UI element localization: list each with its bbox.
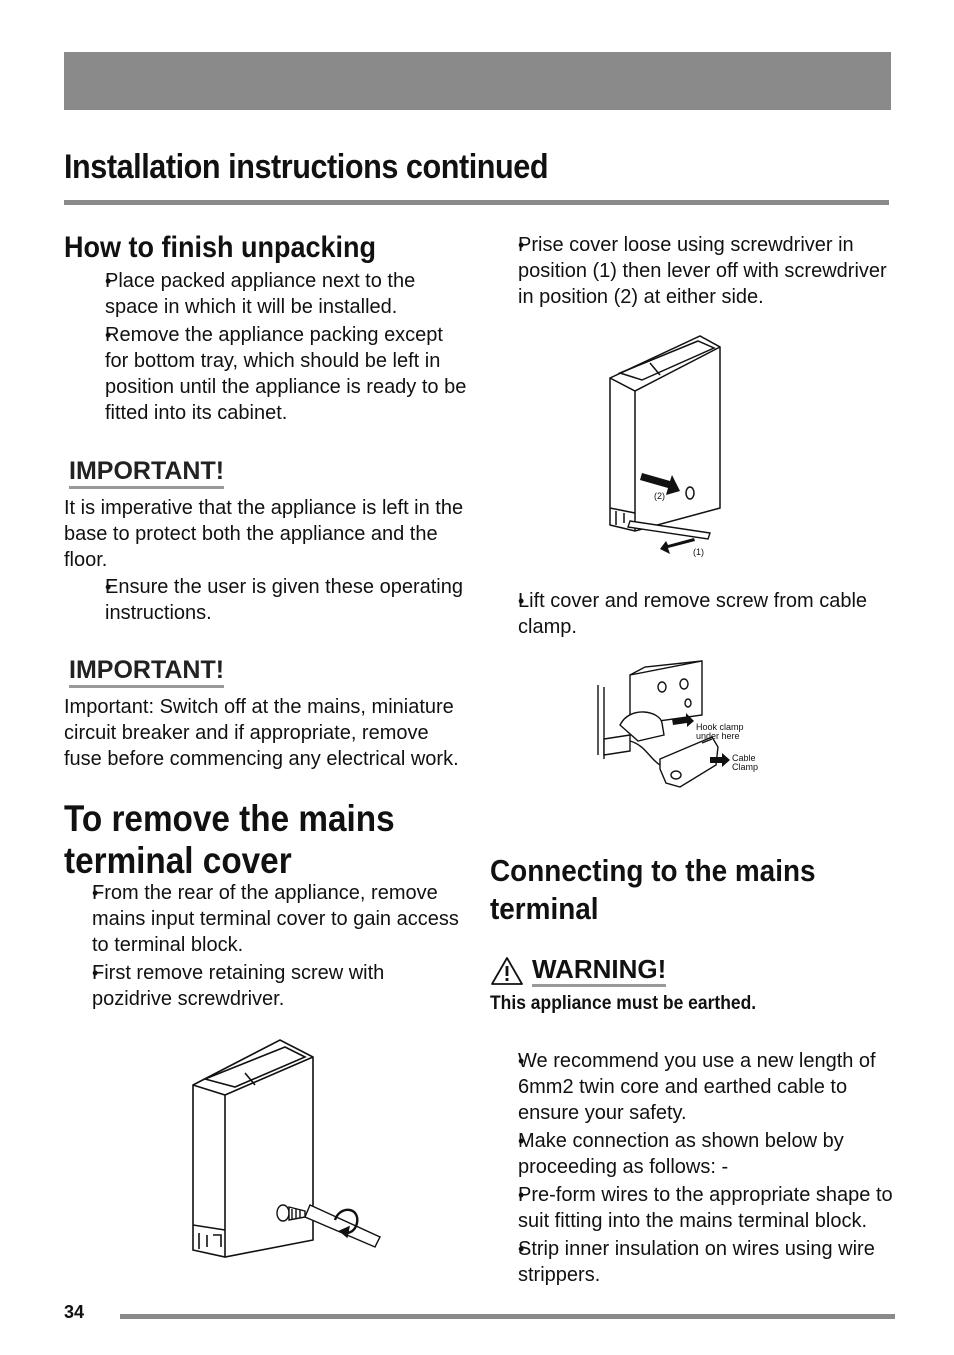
connecting-section [490, 852, 895, 928]
important-block-2 [64, 655, 469, 772]
prise-section [490, 232, 895, 310]
cable-clamp-label-1: Cable [732, 753, 756, 763]
list-item: • Remove the appliance packing except for bottom tray, which should be left in position until the appliance is ready to be fitted into its cabinet. [64, 322, 469, 426]
title-divider [64, 200, 889, 205]
hook-clamp-label-1: Hook clamp [696, 722, 744, 732]
important-label: IMPORTANT! [69, 655, 224, 688]
prise-cover-illustration [600, 333, 730, 563]
list-item: • Pre-form wires to the appropriate shape to suit fitting into the mains terminal block. [490, 1182, 895, 1234]
connecting-heading: Connecting to the mains terminal [490, 853, 816, 926]
lift-list [490, 588, 895, 640]
list-item: • First remove retaining screw with pozidrive screwdriver. [64, 960, 469, 1012]
important-block-1 [64, 456, 469, 573]
cable-clamp-label-2: Clamp [732, 762, 759, 772]
list-item: • Lift cover and remove screw from cable clamp. [490, 588, 895, 640]
warning-text: This appliance must be earthed. [490, 993, 757, 1014]
list-item: • Strip inner insulation on wires using wire strippers. [490, 1236, 895, 1288]
important-text: Important: Switch off at the mains, miniature circuit breaker and if appropriate, remove fuse before commencing any electrical work. [64, 696, 459, 770]
cable-clamp-illustration [590, 655, 770, 795]
warning-label: WARNING! [532, 954, 666, 987]
important-label: IMPORTANT! [69, 456, 224, 489]
remove-cover-heading: To remove the mains terminal cover [64, 798, 395, 881]
terminal-cover-screw-illustration [185, 1035, 385, 1260]
ensure-section [64, 574, 469, 626]
unpacking-list [64, 268, 469, 426]
figure-label-2: (2) [654, 491, 665, 501]
footer-divider [120, 1314, 895, 1319]
warning-block [490, 954, 895, 1017]
unpacking-heading: How to finish unpacking [64, 231, 376, 264]
connection-steps [490, 1048, 895, 1288]
list-item: • From the rear of the appliance, remove mains input terminal cover to gain access to terminal block. [64, 880, 469, 958]
figure-remove-screw [185, 1035, 385, 1260]
list-item: • Prise cover loose using screwdriver in position (1) then lever off with screwdriver in position (2) at either side. [490, 232, 895, 310]
list-item: • Place packed appliance next to the space in which it will be installed. [64, 268, 469, 320]
page-title: Installation instructions continued [64, 148, 549, 186]
lift-section [490, 588, 895, 640]
header-bar [64, 52, 891, 110]
page-number: 34 [64, 1302, 85, 1322]
remove-cover-list [64, 880, 469, 1012]
figure-label-1: (1) [693, 547, 704, 557]
hook-clamp-label-2: under here [696, 731, 740, 741]
connection-list [490, 1048, 895, 1288]
figure-cable-clamp [590, 655, 770, 795]
remove-cover-section [64, 798, 469, 1012]
warning-header [490, 954, 895, 987]
list-item: • Make connection as shown below by proceeding as follows: - [490, 1128, 895, 1180]
ensure-list [64, 574, 469, 626]
list-item: • We recommend you use a new length of 6mm2 twin core and earthed cable to ensure your safety. [490, 1048, 895, 1126]
list-item: • Ensure the user is given these operating instructions. [64, 574, 469, 626]
figure-prise-cover [600, 333, 730, 563]
important-text: It is imperative that the appliance is left in the base to protect both the appliance and the floor. [64, 497, 464, 571]
warning-triangle-icon [490, 955, 524, 987]
unpacking-section [64, 228, 469, 426]
prise-list [490, 232, 895, 310]
